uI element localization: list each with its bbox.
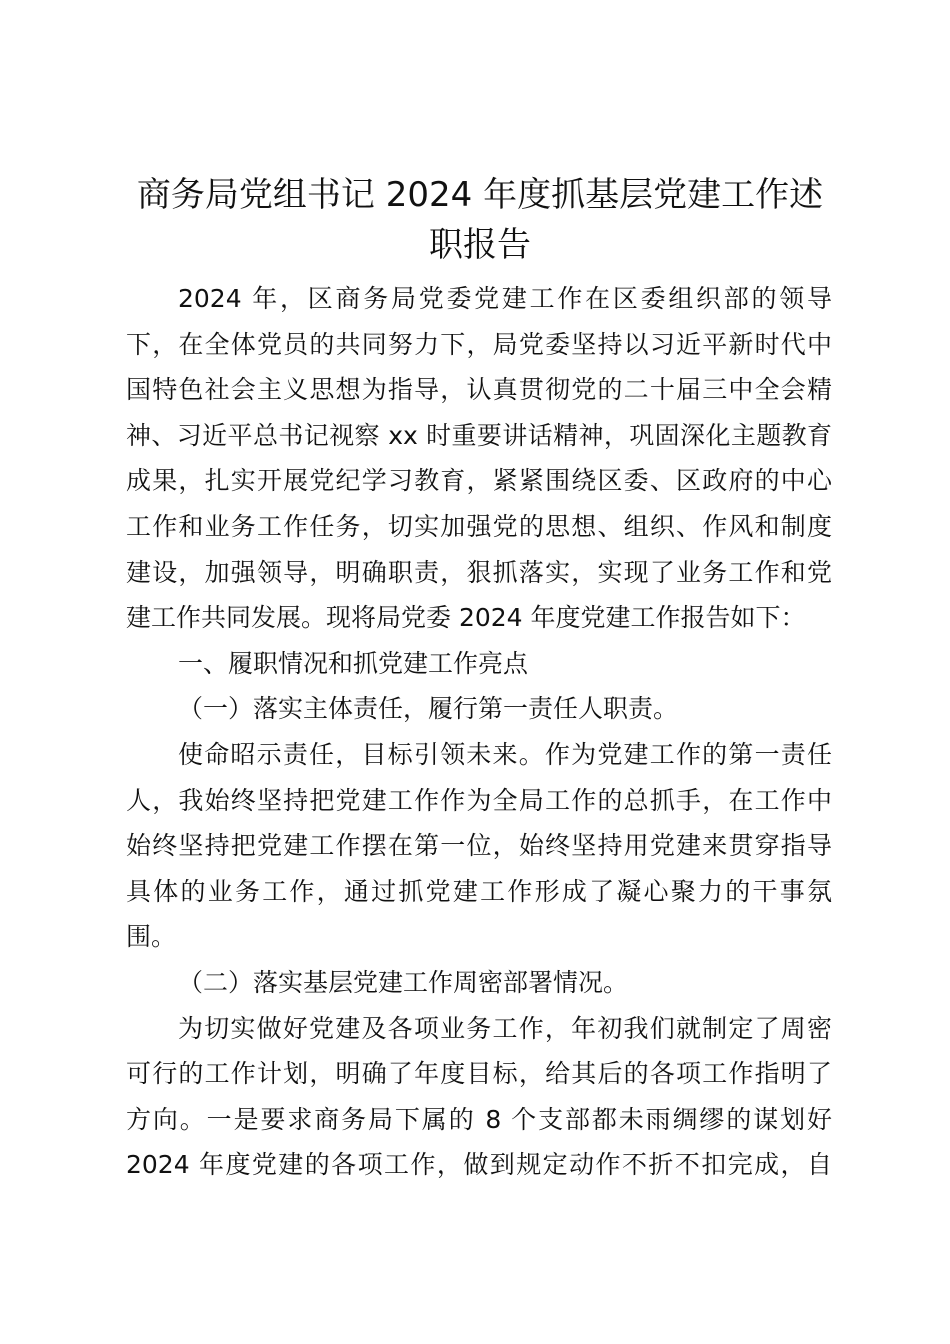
paragraph-line: 2024 年度党建的各项工作，做到规定动作不折不扣完成，自	[126, 1150, 832, 1180]
title-line: 商务局党组书记 2024 年度抓基层党建工作述	[136, 175, 824, 215]
subsection-heading: （一）落实主体责任，履行第一责任人职责。	[178, 694, 679, 724]
paragraph-line: 人，我始终坚持把党建工作作为全局工作的总抓手，在工作中	[126, 785, 832, 815]
section-heading: 一、履职情况和抓党建工作亮点	[178, 648, 529, 678]
paragraph-line: 使命昭示责任，目标引领未来。作为党建工作的第一责任	[178, 739, 832, 769]
subsection-heading: （二）落实基层党建工作周密部署情况。	[178, 967, 629, 997]
document-body	[126, 276, 832, 1188]
paragraph-line: 围。	[126, 922, 177, 952]
paragraph-line: 下，在全体党员的共同努力下，局党委坚持以习近平新时代中	[126, 329, 832, 359]
paragraph-line: 建工作共同发展。现将局党委 2024 年度党建工作报告如下：	[126, 603, 806, 633]
paragraph-line: 2024 年，区商务局党委党建工作在区委组织部的领导	[178, 284, 832, 313]
paragraph-line: 具体的业务工作，通过抓党建工作形成了凝心聚力的干事氛	[126, 876, 832, 906]
paragraph-line: 建设，加强领导，明确职责，狠抓落实，实现了业务工作和党	[126, 557, 832, 587]
title-line: 职报告	[429, 225, 531, 265]
paragraph-line: 方向。一是要求商务局下属的 8 个支部都未雨绸缪的谋划好	[126, 1104, 832, 1134]
paragraph-line: 为切实做好党建及各项业务工作，年初我们就制定了周密	[178, 1013, 832, 1043]
paragraph-line: 可行的工作计划，明确了年度目标，给其后的各项工作指明了	[126, 1059, 832, 1089]
paragraph-line: 始终坚持把党建工作摆在第一位，始终坚持用党建来贯穿指导	[126, 831, 832, 861]
paragraph-line: 工作和业务工作任务，切实加强党的思想、组织、作风和制度	[126, 511, 832, 541]
paragraph-line: 成果，扎实开展党纪学习教育，紧紧围绕区委、区政府的中心	[126, 466, 832, 496]
paragraph-line: 神、习近平总书记视察 xx 时重要讲话精神，巩固深化主题教育	[126, 420, 832, 450]
document-title	[110, 170, 850, 270]
paragraph-line: 国特色社会主义思想为指导，认真贯彻党的二十届三中全会精	[126, 375, 832, 405]
